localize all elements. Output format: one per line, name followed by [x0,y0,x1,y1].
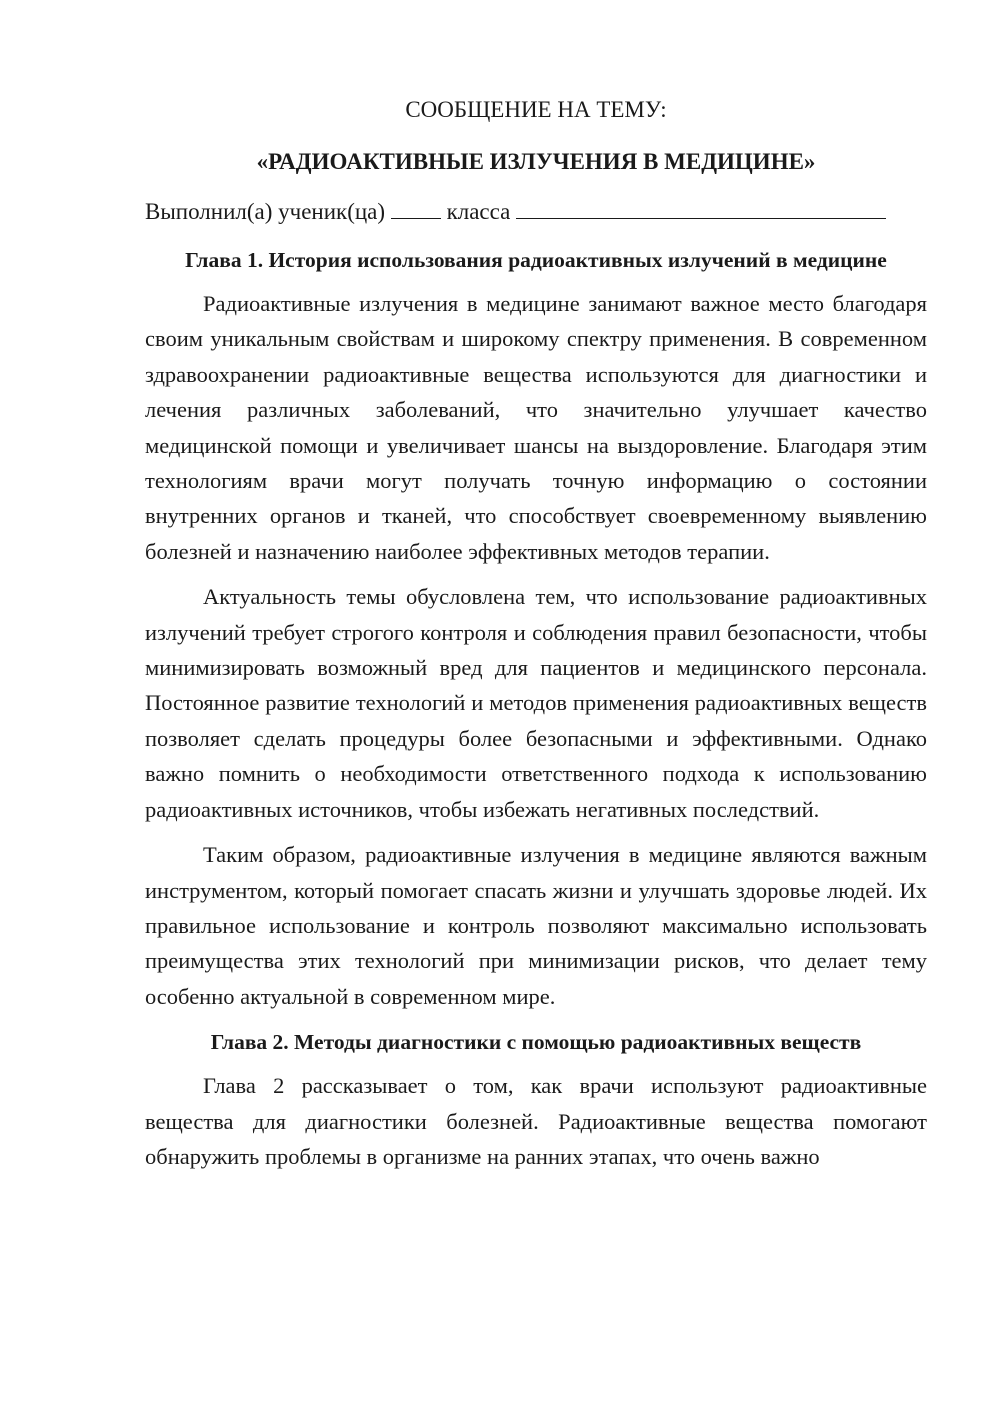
chapter-2-paragraph-1: Глава 2 рассказывает о том, как врачи используют радиоактивные вещества для диагностики болезней. Радиоактивные вещества помогают обнаружить проблемы в организме на ранних этапах, что очень важно [145,1073,927,1169]
chapter-2-title: Глава 2. Методы диагностики с помощью радиоактивных веществ [210,1030,862,1055]
class-label: класса [446,199,511,224]
grade-blank [391,196,441,219]
author-line [145,194,927,230]
chapter-1-title: Глава 1. История использования радиоактивных излучений в медицине [185,248,887,272]
chapter-1-paragraph-1: Радиоактивные излучения в медицине занимают важное место благодаря своим уникальным свойствам и широкому спектру применения. В современном здравоохранении радиоактивные вещества используются для диагностики и лечения различных заболеваний, что значительно улучшает качество медицинской помощи и увеличивает шансы на выздоровление. Благодаря этим технологиям врачи могут получать точную информацию о состоянии внутренних органов и тканей, что способствует своевременному выявлению болезней и назначению наиболее эффективных методов терапии. [145,291,927,564]
document-page [145,92,927,1184]
chapter-1-paragraph-2: Актуальность темы обусловлена тем, что использование радиоактивных излучений требует строгого контроля и соблюдения правил безопасности, чтобы минимизировать возможный вред для пациентов и медицинского персонала. Постоянное развитие технологий и методов применения радиоактивных веществ позволяет сделать процедуры более безопасными и эффективными. Однако важно помнить о необходимости ответственного подхода к использованию радиоактивных источников, чтобы избежать негативных последствий. [145,584,927,822]
author-label: Выполнил(а) ученик(ца) [145,199,386,224]
document-heading-line1: СООБЩЕНИЕ НА ТЕМУ: [405,97,667,122]
chapter-1-paragraph-3: Таким образом, радиоактивные излучения в медицине являются важным инструментом, который помогает спасать жизни и улучшать здоровье людей. Их правильное использование и контроль позволяют максимально использовать преимущества этих технологий при минимизации рисков, что делает тему особенно актуальной в современном мире. [145,842,927,1009]
document-heading-topic: «РАДИОАКТИВНЫЕ ИЗЛУЧЕНИЯ В МЕДИЦИНЕ» [256,149,816,174]
class-name-blank [516,196,886,219]
